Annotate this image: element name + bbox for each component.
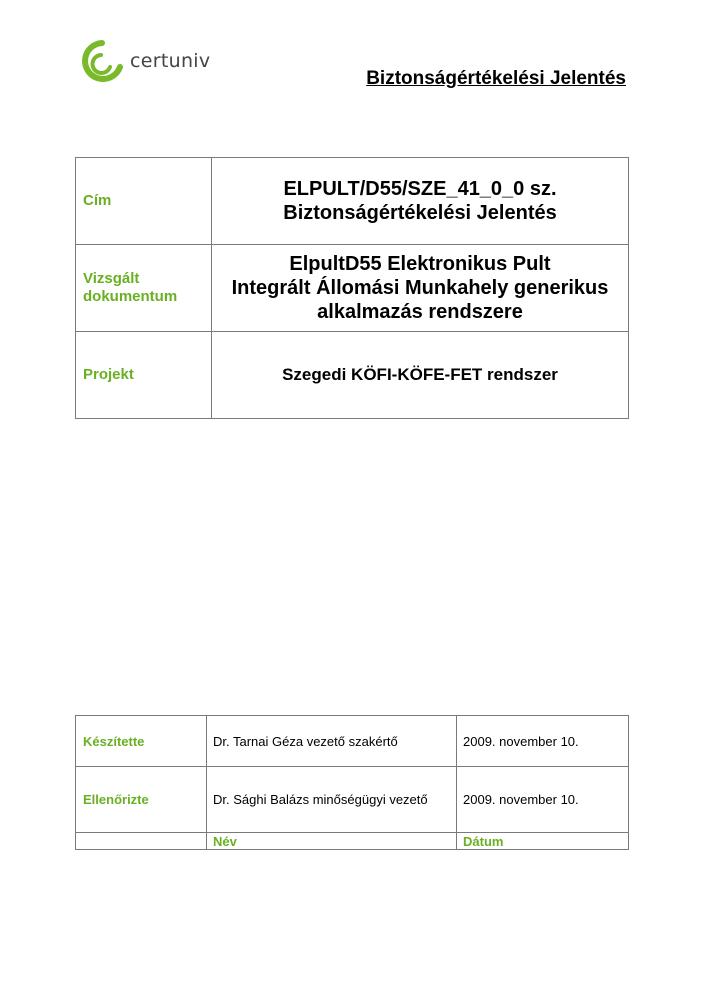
project-label: Projekt (76, 332, 212, 419)
title-value (212, 158, 629, 245)
table-row (76, 767, 629, 833)
prepared-by-date: 2009. november 10. (457, 716, 629, 767)
checked-by-label: Ellenőrizte (76, 767, 207, 833)
title-line: ELPULT/D55/SZE_41_0_0 sz. (283, 178, 557, 200)
title-label: Cím (76, 158, 212, 245)
project-value: Szegedi KÖFI-KÖFE-FET rendszer (212, 332, 629, 419)
name-column-header: Név (207, 833, 457, 850)
certuniv-logo (80, 37, 240, 89)
signature-table (75, 715, 629, 850)
table-row (76, 245, 629, 332)
checked-by-name: Dr. Sághi Balázs minőségügyi vezető (207, 767, 457, 833)
page-title: Biztonságértékelési Jelentés (366, 68, 626, 89)
prepared-by-label: Készítette (76, 716, 207, 767)
date-column-header: Dátum (457, 833, 629, 850)
document-info-table (75, 157, 629, 419)
label-line: dokumentum (83, 288, 178, 305)
prepared-by-name: Dr. Tarnai Géza vezető szakértő (207, 716, 457, 767)
table-row (76, 158, 629, 245)
title-line: Biztonságértékelési Jelentés (283, 202, 557, 224)
document-line: alkalmazás rendszere (317, 301, 523, 323)
document-line: ElpultD55 Elektronikus Pult (289, 253, 551, 275)
logo-mark-icon (80, 37, 124, 89)
table-row (76, 716, 629, 767)
table-row (76, 833, 629, 850)
empty-cell (76, 833, 207, 850)
document-line: Integrált Állomási Munkahely generikus (231, 277, 609, 299)
examined-document-value (212, 245, 629, 332)
table-row (76, 332, 629, 419)
label-line: Vizsgált (83, 270, 140, 287)
checked-by-date: 2009. november 10. (457, 767, 629, 833)
logo-text: certuniv (130, 50, 211, 72)
examined-document-label (76, 245, 212, 332)
